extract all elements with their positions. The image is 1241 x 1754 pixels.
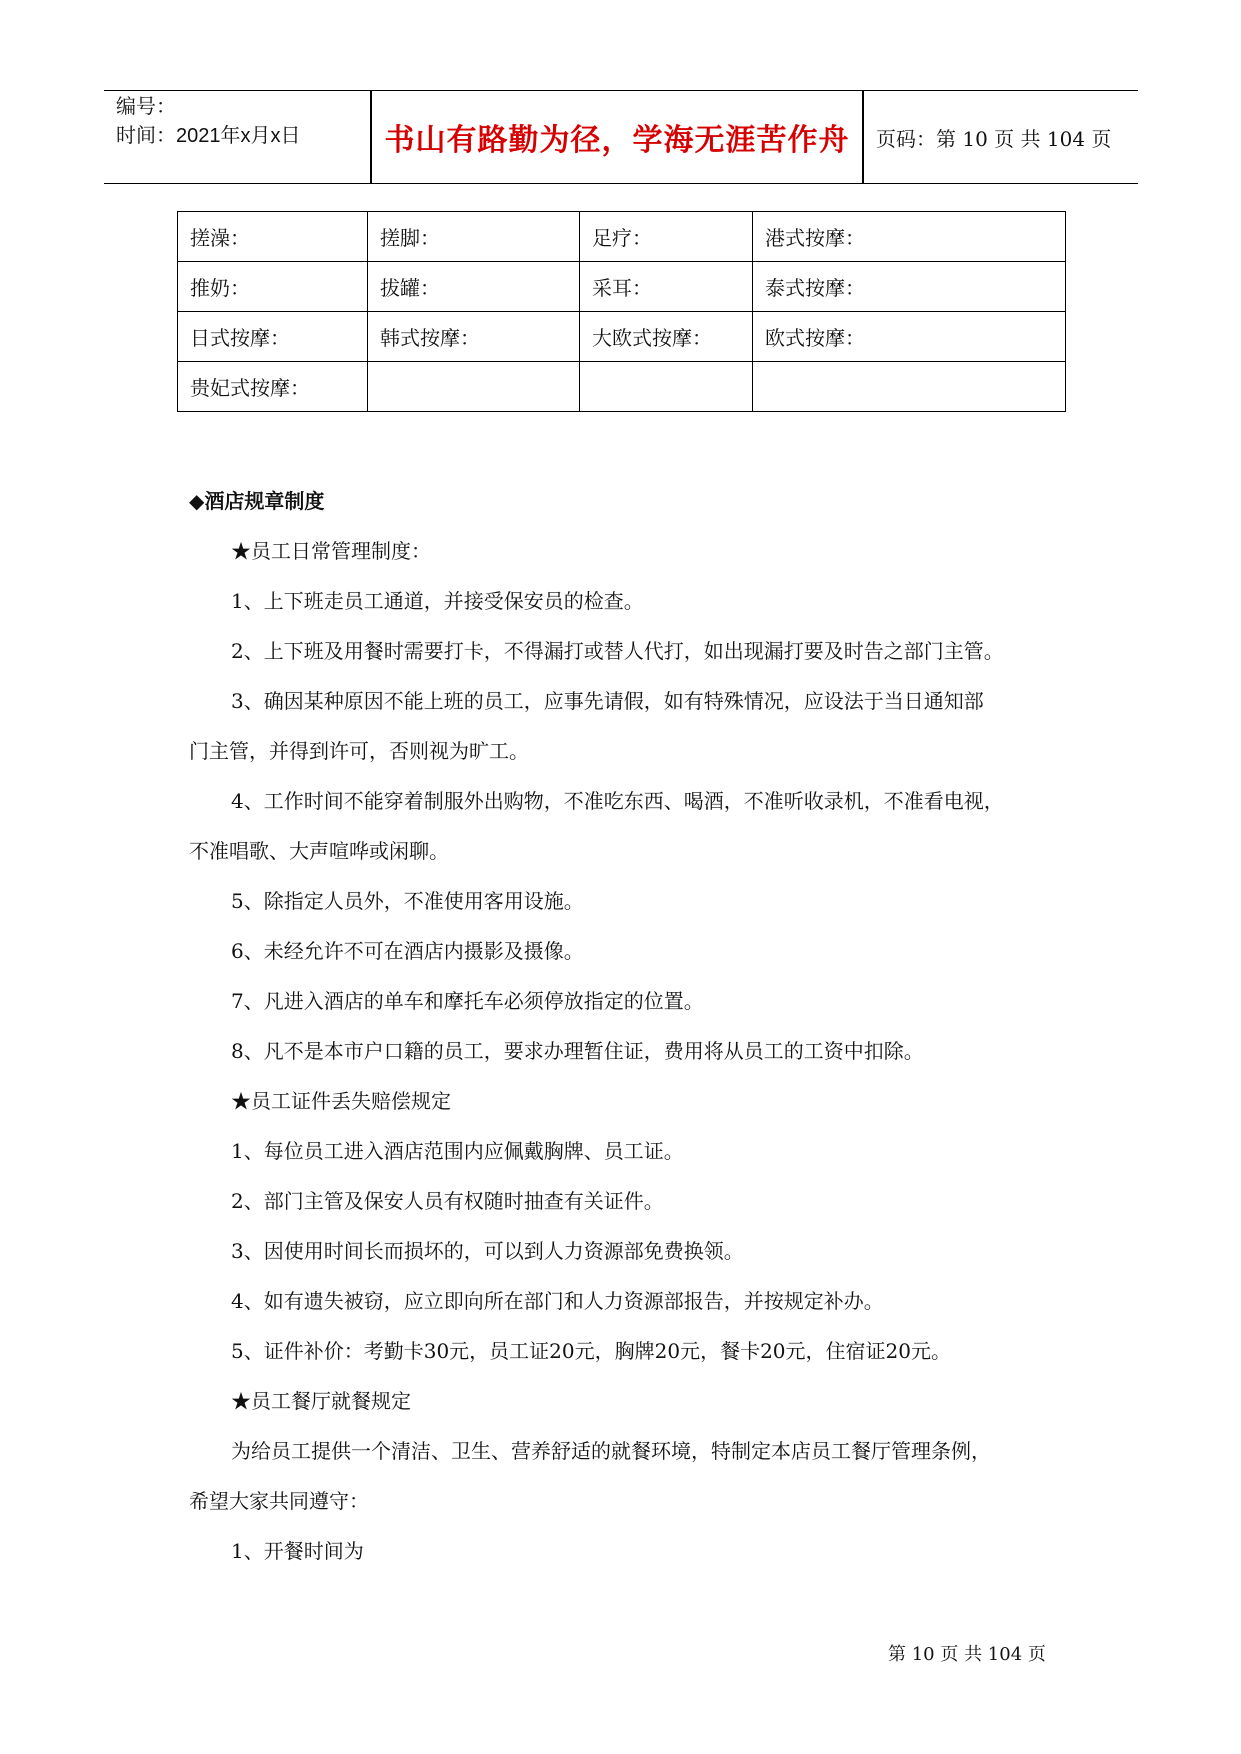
rule-item: 6、未经允许不可在酒店内摄影及摄像。 bbox=[231, 939, 584, 963]
paragraph: 为给员工提供一个清洁、卫生、营养舒适的就餐环境，特制定本店员工餐厅管理条例， bbox=[231, 1439, 991, 1463]
table-row bbox=[178, 312, 1066, 362]
table-cell bbox=[580, 362, 753, 412]
document-number-label: 编号： bbox=[116, 96, 176, 118]
table-cell: 采耳： bbox=[580, 262, 753, 312]
rule-item: 4、如有遗失被窃，应立即向所在部门和人力资源部报告，并按规定补办。 bbox=[231, 1289, 884, 1313]
table-cell: 贵妃式按摩： bbox=[178, 362, 368, 412]
table-cell: 泰式按摩： bbox=[753, 262, 1066, 312]
document-time-label: 时间：2021年x月x日 bbox=[116, 125, 301, 147]
table-cell: 日式按摩： bbox=[178, 312, 368, 362]
rule-item-continued: 不准唱歌、大声喧哗或闲聊。 bbox=[189, 839, 449, 863]
header-page-number: 页码：第 10 页 共 104 页 bbox=[876, 126, 1112, 151]
table-row bbox=[178, 362, 1066, 412]
rule-item: 4、工作时间不能穿着制服外出购物，不准吃东西、喝酒，不准听收录机，不准看电视， bbox=[231, 789, 1004, 813]
rule-item-continued: 门主管，并得到许可，否则视为旷工。 bbox=[189, 739, 529, 763]
subsection-heading: ★员工证件丢失赔偿规定 bbox=[231, 1089, 451, 1113]
table-cell: 推奶： bbox=[178, 262, 368, 312]
table-cell: 搓澡： bbox=[178, 212, 368, 262]
rule-item: 8、凡不是本市户口籍的员工，要求办理暂住证，费用将从员工的工资中扣除。 bbox=[231, 1039, 924, 1063]
table-cell: 搓脚： bbox=[368, 212, 580, 262]
rule-item: 1、每位员工进入酒店范围内应佩戴胸牌、员工证。 bbox=[231, 1139, 684, 1163]
rule-item: 3、确因某种原因不能上班的员工，应事先请假，如有特殊情况，应设法于当日通知部 bbox=[231, 689, 984, 713]
rule-item: 2、上下班及用餐时需要打卡，不得漏打或替人代打，如出现漏打要及时告之部门主管。 bbox=[231, 639, 1004, 663]
rule-item: 1、上下班走员工通道，并接受保安员的检查。 bbox=[231, 589, 644, 613]
table-cell: 港式按摩： bbox=[753, 212, 1066, 262]
rule-item: 3、因使用时间长而损坏的，可以到人力资源部免费换领。 bbox=[231, 1239, 744, 1263]
table-cell: 大欧式按摩： bbox=[580, 312, 753, 362]
rule-item: 1、开餐时间为 bbox=[231, 1539, 364, 1563]
table-cell: 拔罐： bbox=[368, 262, 580, 312]
table-row bbox=[178, 262, 1066, 312]
table-cell bbox=[753, 362, 1066, 412]
subsection-heading: ★员工日常管理制度： bbox=[231, 539, 431, 563]
rule-item: 5、证件补价：考勤卡30元，员工证20元，胸牌20元，餐卡20元，住宿证20元。 bbox=[231, 1339, 951, 1363]
page-header bbox=[104, 90, 1138, 184]
table-row bbox=[178, 212, 1066, 262]
services-table bbox=[177, 211, 1066, 412]
section-title: ◆酒店规章制度 bbox=[189, 489, 325, 513]
table-cell bbox=[368, 362, 580, 412]
table-cell: 足疗： bbox=[580, 212, 753, 262]
subsection-heading: ★员工餐厅就餐规定 bbox=[231, 1389, 411, 1413]
rule-item: 2、部门主管及保安人员有权随时抽查有关证件。 bbox=[231, 1189, 664, 1213]
rule-item: 5、除指定人员外，不准使用客用设施。 bbox=[231, 889, 584, 913]
rule-item: 7、凡进入酒店的单车和摩托车必须停放指定的位置。 bbox=[231, 989, 704, 1013]
page-footer: 第 10 页 共 104 页 bbox=[888, 1644, 1046, 1665]
paragraph-continued: 希望大家共同遵守： bbox=[189, 1489, 369, 1513]
header-motto: 书山有路勤为径，学海无涯苦作舟 bbox=[384, 123, 850, 158]
header-meta bbox=[116, 93, 301, 151]
table-cell: 韩式按摩： bbox=[368, 312, 580, 362]
table-cell: 欧式按摩： bbox=[753, 312, 1066, 362]
